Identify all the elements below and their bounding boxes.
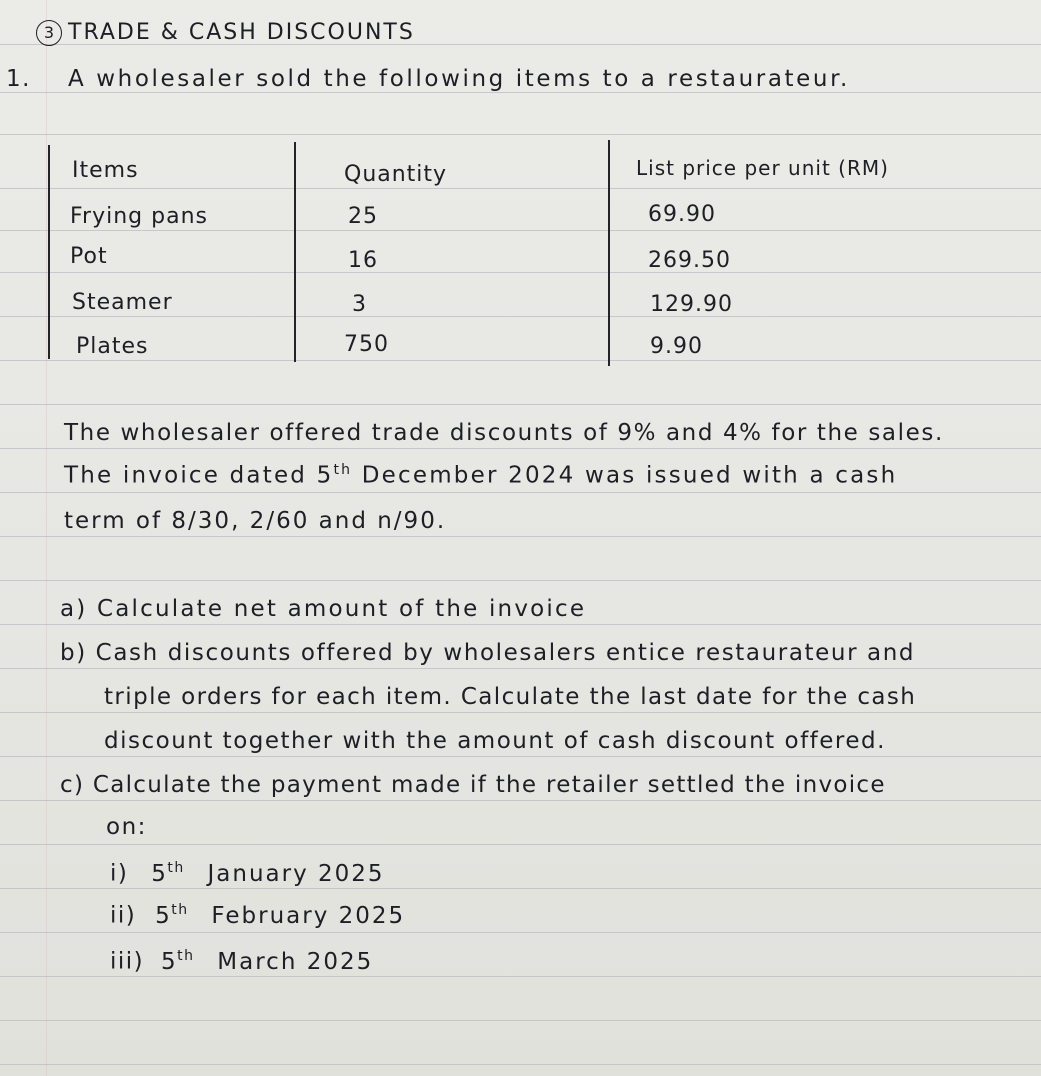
table-cell-price: 269.50 xyxy=(648,248,731,273)
section-heading xyxy=(36,20,415,46)
date-item xyxy=(110,860,385,887)
table-cell-price: 9.90 xyxy=(650,334,703,359)
body-line-2-end: December 2024 was issued with a cash xyxy=(361,462,898,489)
table-header-quantity: Quantity xyxy=(344,162,448,187)
ruled-line xyxy=(0,844,1041,845)
ruled-line xyxy=(0,800,1041,801)
ruled-line xyxy=(0,668,1041,669)
date-label: i) xyxy=(110,860,129,887)
ordinal-suffix: th xyxy=(171,902,189,918)
table-header-items: Items xyxy=(72,158,139,183)
table-cell-price: 69.90 xyxy=(648,202,716,227)
date-item xyxy=(110,902,405,929)
ordinal-suffix: th xyxy=(333,462,353,478)
ruled-line xyxy=(0,932,1041,933)
date-rest: March 2025 xyxy=(217,948,374,975)
table-column-divider xyxy=(294,142,296,362)
ruled-line xyxy=(0,448,1041,449)
ruled-line xyxy=(0,888,1041,889)
date-item xyxy=(110,948,373,975)
body-line-2 xyxy=(64,462,897,489)
ruled-line xyxy=(0,360,1041,361)
ruled-line xyxy=(0,316,1041,317)
table-cell-quantity: 25 xyxy=(348,204,378,229)
ruled-line xyxy=(0,404,1041,405)
part-b-line-3: discount together with the amount of cash discount offered. xyxy=(104,728,886,754)
table-cell-item: Plates xyxy=(76,334,149,359)
date-label: ii) xyxy=(110,902,137,929)
section-title: TRADE & CASH DISCOUNTS xyxy=(68,20,415,45)
part-b-line-1: b) Cash discounts offered by wholesalers entice restaurateur and xyxy=(60,640,916,666)
table-header-list-price: List price per unit (RM) xyxy=(636,156,889,180)
ruled-line xyxy=(0,580,1041,581)
ruled-line xyxy=(0,92,1041,93)
ruled-line xyxy=(0,976,1041,977)
margin-line xyxy=(46,0,47,1076)
table-column-divider xyxy=(608,140,610,366)
section-number: 3 xyxy=(36,20,62,46)
date-day: 5 xyxy=(160,948,178,975)
ruled-line xyxy=(0,272,1041,273)
question-number: 1. xyxy=(6,66,31,92)
body-line-1: The wholesaler offered trade discounts of 9% and 4% for the sales. xyxy=(64,420,944,446)
date-day: 5 xyxy=(155,902,172,929)
table-cell-item: Frying pans xyxy=(70,204,208,229)
table-cell-item: Pot xyxy=(70,244,108,269)
table-left-border xyxy=(48,145,50,359)
part-c-line-2: on: xyxy=(106,814,147,840)
table-cell-quantity: 3 xyxy=(352,292,367,317)
date-day: 5 xyxy=(151,860,168,887)
ordinal-suffix: th xyxy=(167,860,185,876)
date-label: iii) xyxy=(110,948,145,975)
ruled-line xyxy=(0,712,1041,713)
ruled-line xyxy=(0,624,1041,625)
body-line-2-start: The invoice dated 5 xyxy=(64,462,334,489)
ruled-line xyxy=(0,1064,1041,1065)
table-cell-item: Steamer xyxy=(72,290,173,315)
ruled-line xyxy=(0,1020,1041,1021)
ruled-line xyxy=(0,230,1041,231)
body-line-3: term of 8/30, 2/60 and n/90. xyxy=(64,508,447,534)
date-rest: February 2025 xyxy=(211,902,406,929)
ruled-line xyxy=(0,134,1041,135)
ruled-line xyxy=(0,188,1041,189)
date-rest: January 2025 xyxy=(207,860,385,887)
ordinal-suffix: th xyxy=(177,948,195,964)
part-b-line-2: triple orders for each item. Calculate the last date for the cash xyxy=(104,684,917,710)
table-cell-quantity: 16 xyxy=(348,248,378,273)
ruled-line xyxy=(0,492,1041,493)
table-cell-price: 129.90 xyxy=(650,292,733,317)
ruled-line xyxy=(0,756,1041,757)
ruled-line xyxy=(0,536,1041,537)
part-c-line-1: c) Calculate the payment made if the retailer settled the invoice xyxy=(60,772,886,798)
table-cell-quantity: 750 xyxy=(344,332,389,357)
part-a: a) Calculate net amount of the invoice xyxy=(60,596,587,622)
question-text: A wholesaler sold the following items to a restaurateur. xyxy=(68,66,850,92)
